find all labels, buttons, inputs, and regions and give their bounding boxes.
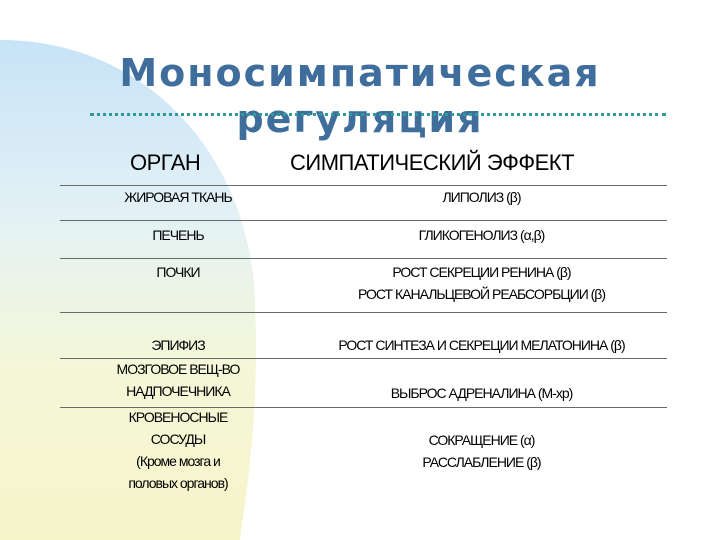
title-dotted-rule (90, 113, 666, 116)
table-row-effect: СОКРАЩЕНИЕ (α) РАССЛАБЛЕНИЕ (β) (422, 432, 541, 470)
table-row-effect: ЛИПОЛИЗ (β) (442, 189, 521, 205)
table-row-organ: ЖИРОВАЯ ТКАНЬ (124, 189, 232, 205)
row-divider (60, 312, 667, 313)
slide-title (60, 50, 660, 142)
header-effect: СИМПАТИЧЕСКИЙ ЭФФЕКТ (290, 150, 575, 175)
row-divider (60, 220, 667, 221)
table-row-organ: ЭПИФИЗ (151, 337, 205, 353)
table-row-effect: РОСТ СИНТЕЗА И СЕКРЕЦИИ МЕЛАТОНИНА (β) (338, 337, 625, 353)
table-row-organ: КРОВЕНОСНЫЕ СОСУДЫ (Кроме мозга и половых органов) (128, 409, 228, 491)
table-row-effect: ВЫБРОС АДРЕНАЛИНА (М-хр) (390, 385, 573, 401)
table-row-organ: ПОЧКИ (156, 264, 200, 280)
table-row-effect: РОСТ СЕКРЕЦИИ РЕНИНА (β) РОСТ КАНАЛЬЦЕВОЙ РЕАБСОРБЦИИ (β) (357, 264, 606, 302)
table-row-effect: ГЛИКОГЕНОЛИЗ (α,β) (418, 227, 545, 243)
title-line-2: регуляция (236, 97, 484, 141)
row-divider (60, 258, 667, 259)
header-organ: ОРГАН (130, 150, 201, 175)
table-row-organ: ПЕЧЕНЬ (152, 227, 204, 243)
title-line-1: Моносимпатическая (119, 51, 601, 95)
table-row-organ: МОЗГОВОЕ ВЕЩ-ВО НАДПОЧЕЧНИКА (116, 361, 240, 399)
